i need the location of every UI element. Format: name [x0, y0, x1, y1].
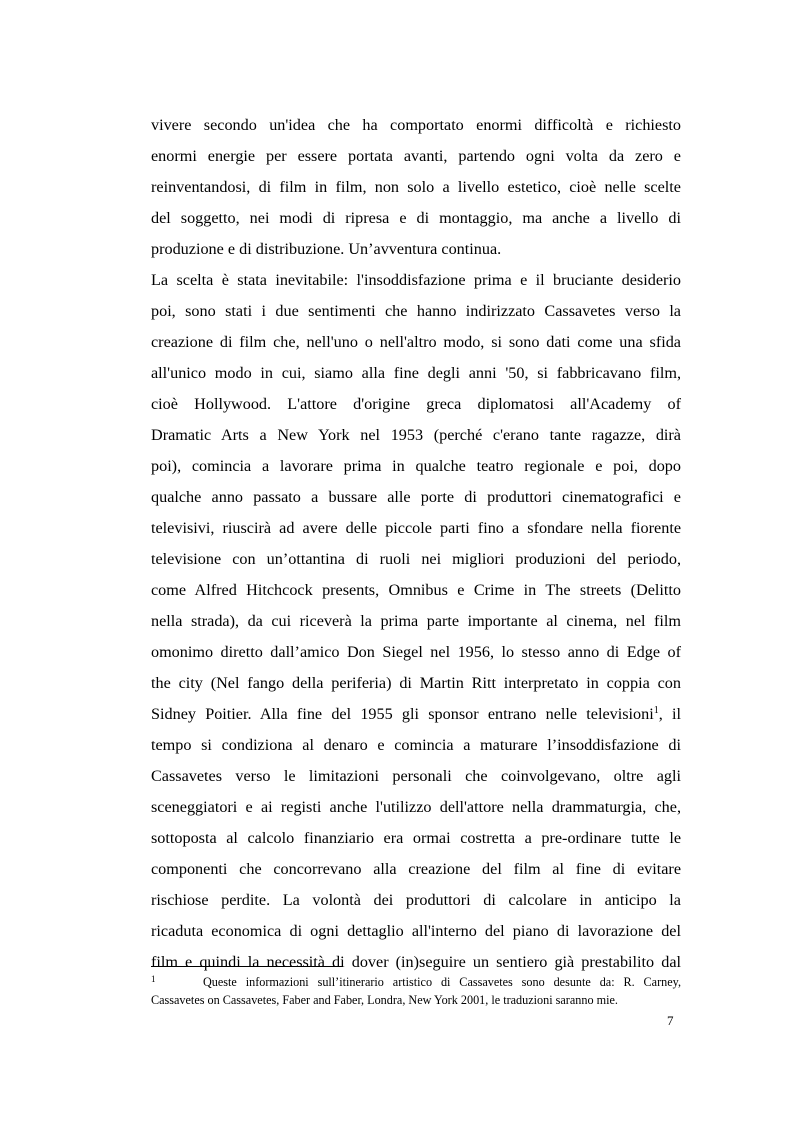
- text-line: componenti che concorrevano alla creazione del film al fine di evitare: [151, 860, 681, 878]
- text-line: ricaduta economica di ogni dettaglio all'interno del piano di lavorazione del: [151, 922, 681, 940]
- text-line: creazione di film che, nell'uno o nell'altro modo, si sono dati come una sfida: [151, 333, 681, 351]
- text-line: rischiose perdite. La volontà dei produttori di calcolare in anticipo la: [151, 891, 681, 909]
- text-line: sottoposta al calcolo finanziario era ormai costretta a pre-ordinare tutte le: [151, 829, 681, 847]
- text-line: qualche anno passato a bussare alle porte di produttori cinematografici e: [151, 488, 681, 506]
- text-line: reinventandosi, di film in film, non solo a livello estetico, cioè nelle scelte: [151, 178, 681, 196]
- text-line: tempo si condiziona al denaro e comincia a maturare l’insoddisfazione di: [151, 736, 681, 754]
- text-line: vivere secondo un'idea che ha comportato enormi difficoltà e richiesto: [151, 116, 681, 134]
- text-line: Cassavetes verso le limitazioni personali che coinvolgevano, oltre agli: [151, 767, 681, 785]
- text-line: cioè Hollywood. L'attore d'origine greca diplomatosi all'Academy of: [151, 395, 681, 413]
- body-text: [151, 110, 681, 978]
- text-line: poi, sono stati i due sentimenti che hanno indirizzato Cassavetes verso la: [151, 302, 681, 320]
- text-line: the city (Nel fango della periferia) di Martin Ritt interpretato in coppia con: [151, 674, 681, 692]
- footnote-line: Queste informazioni sull’itinerario artistico di Cassavetes sono desunte da: R. Carney,: [203, 975, 681, 989]
- text-line: sceneggiatori e ai registi anche l'utilizzo dell'attore nella drammaturgia, che,: [151, 798, 681, 816]
- text-line: nella strada), da cui riceverà la prima parte importante al cinema, nel film: [151, 612, 681, 630]
- text-line: La scelta è stata inevitabile: l'insoddisfazione prima e il bruciante desiderio: [151, 271, 681, 289]
- text-line: poi), comincia a lavorare prima in qualche teatro regionale e poi, dopo: [151, 457, 681, 475]
- footnote-reference[interactable]: 1: [653, 705, 659, 716]
- footnote: [151, 973, 681, 1009]
- text-line: televisivi, riuscirà ad avere delle piccole parti fino a sfondare nella fiorente: [151, 519, 681, 537]
- page-number: 7: [667, 1013, 674, 1028]
- text-line: produzione e di distribuzione. Un’avventura continua.: [151, 240, 502, 258]
- text-line: film e quindi la necessità di dover (in)seguire un sentiero già prestabilito dal: [151, 953, 681, 971]
- text-segment: Sidney Poitier. Alla fine del 1955 gli sponsor entrano nelle televisioni: [151, 705, 654, 723]
- footnote-separator: [151, 966, 343, 967]
- footnote-number: 1: [151, 974, 156, 984]
- text-line: come Alfred Hitchcock presents, Omnibus e Crime in The streets (Delitto: [151, 581, 681, 599]
- footnote-line: Cassavetes on Cassavetes, Faber and Faber, Londra, New York 2001, le traduzioni saranno mie.: [151, 993, 618, 1007]
- text-line: all'unico modo in cui, siamo alla fine degli anni '50, si fabbricavano film,: [151, 364, 681, 382]
- text-line: televisione con un’ottantina di ruoli nei migliori produzioni del periodo,: [151, 550, 681, 568]
- text-line: enormi energie per essere portata avanti, partendo ogni volta da zero e: [151, 147, 681, 165]
- text-line: Dramatic Arts a New York nel 1953 (perché c'erano tante ragazze, dirà: [151, 426, 681, 444]
- text-line: omonimo diretto dall’amico Don Siegel nel 1956, lo stesso anno di Edge of: [151, 643, 681, 661]
- text-segment: , il: [658, 705, 682, 723]
- text-line-with-footnote: [151, 699, 681, 730]
- text-line: del soggetto, nei modi di ripresa e di montaggio, ma anche a livello di: [151, 209, 681, 227]
